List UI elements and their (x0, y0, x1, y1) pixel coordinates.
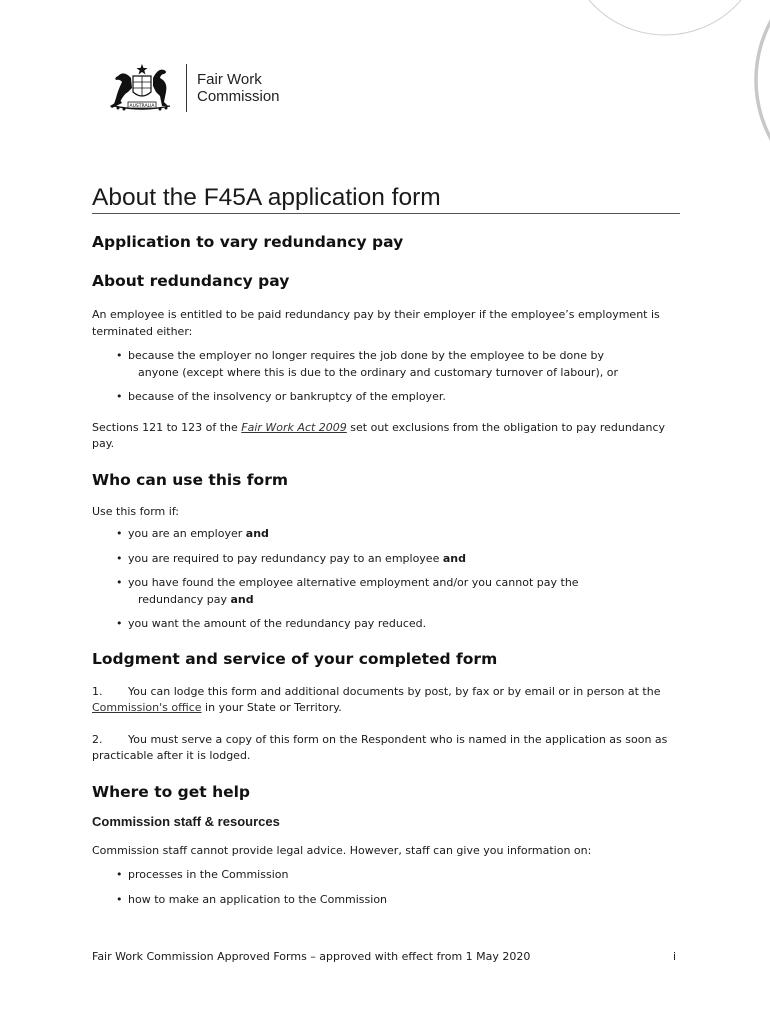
commission-staff-subheading: Commission staff & resources (92, 813, 280, 829)
footer-text: Fair Work Commission Approved Forms – approved with effect from 1 May 2020 (92, 950, 531, 963)
decorative-circles (540, 0, 770, 190)
list-item (92, 616, 682, 633)
bullet-icon: • (116, 390, 123, 403)
who-bullet-3-line2 (128, 592, 682, 609)
lodgment-item-2 (92, 732, 682, 765)
help-bullet-2: how to make an application to the Commission (128, 892, 388, 906)
list-item (92, 348, 682, 381)
document-body (92, 230, 682, 908)
bullet-icon: • (116, 576, 123, 589)
bullet-icon: • (116, 868, 123, 881)
list-item (92, 867, 682, 884)
subtitle-heading: Application to vary redundancy pay (92, 233, 404, 251)
list-item (92, 575, 682, 608)
who-bullet-2-text: you are required to pay redundancy pay to an employee (128, 551, 443, 565)
page-title: About the F45A application form (92, 184, 680, 214)
who-intro: Use this form if: (92, 504, 180, 518)
lodgment-num-2: 2. (92, 732, 103, 746)
help-intro: Commission staff cannot provide legal advice. However, staff can give you information on: (92, 843, 592, 857)
logo-divider (186, 64, 187, 112)
fair-work-act-link[interactable]: Fair Work Act 2009 (241, 420, 347, 434)
who-bullets (92, 526, 682, 633)
who-can-use-heading: Who can use this form (92, 470, 288, 489)
bullet-icon: • (116, 349, 123, 362)
fair-work-commission-logo (106, 62, 280, 114)
logo-line-1: Fair Work (197, 71, 262, 88)
help-bullet-1: processes in the Commission (128, 868, 289, 881)
about-bullet-1-line2: anyone (except where this is due to the ordinary and customary turnover of labour), or (138, 365, 618, 379)
about-intro: An employee is entitled to be paid redundancy pay by their employer if the employee’s employment is terminated either: (92, 308, 660, 338)
bullet-icon: • (116, 617, 123, 630)
who-bullet-2-bold: and (442, 551, 466, 565)
coat-of-arms-icon (106, 62, 178, 114)
list-item (92, 892, 682, 909)
about-bullet-2: because of the insolvency or bankruptcy of the employer. (128, 390, 446, 403)
lodgment-heading: Lodgment and service of your completed form (92, 649, 498, 668)
list-item (92, 389, 682, 406)
about-bullet-1-line1: because the employer no longer requires the job done by the employee to be done by (128, 349, 604, 362)
who-bullet-1-text: you are an employer (128, 527, 246, 540)
list-item (92, 551, 682, 568)
list-item (92, 526, 682, 543)
bullet-icon: • (116, 551, 123, 565)
lodgment-item-2-text: You must serve a copy of this form on the Respondent who is named in the application as soon as practicable after it is lodged. (92, 732, 668, 762)
bullet-icon: • (116, 527, 123, 540)
sections-post: set out exclusions from the obligation to pay redundancy pay. (92, 420, 666, 450)
about-bullets (92, 348, 682, 406)
logo-wordmark (197, 71, 280, 105)
who-bullet-3-line1: you have found the employee alternative employment and/or you cannot pay the (128, 576, 579, 589)
commission-office-link[interactable]: Commission's office (92, 701, 202, 714)
about-redundancy-heading: About redundancy pay (92, 272, 290, 290)
help-bullets (92, 867, 682, 908)
lodgment-item-1-pre: You can lodge this form and additional documents by post, by fax or by email or in person at the (128, 684, 661, 698)
crest-scroll-text: AUSTRALIA (129, 104, 155, 109)
lodgment-num-1: 1. (92, 684, 103, 698)
where-to-get-help-heading: Where to get help (92, 782, 251, 801)
lodgment-item-1 (92, 684, 682, 717)
sections-pre: Sections 121 to 123 of the (92, 420, 242, 434)
page-number: i (672, 950, 676, 963)
lodgment-item-1-post: in your State or Territory. (201, 701, 342, 714)
page-footer (92, 949, 676, 965)
who-bullet-3-bold: and (230, 592, 254, 606)
who-bullet-4-text: you want the amount of the redundancy pay reduced. (128, 617, 427, 630)
bullet-icon: • (116, 892, 123, 906)
who-bullet-3-line2-text: redundancy pay (138, 592, 231, 606)
sections-paragraph (92, 420, 682, 453)
who-bullet-1-bold: and (245, 527, 269, 540)
logo-line-2: Commission (197, 88, 280, 105)
